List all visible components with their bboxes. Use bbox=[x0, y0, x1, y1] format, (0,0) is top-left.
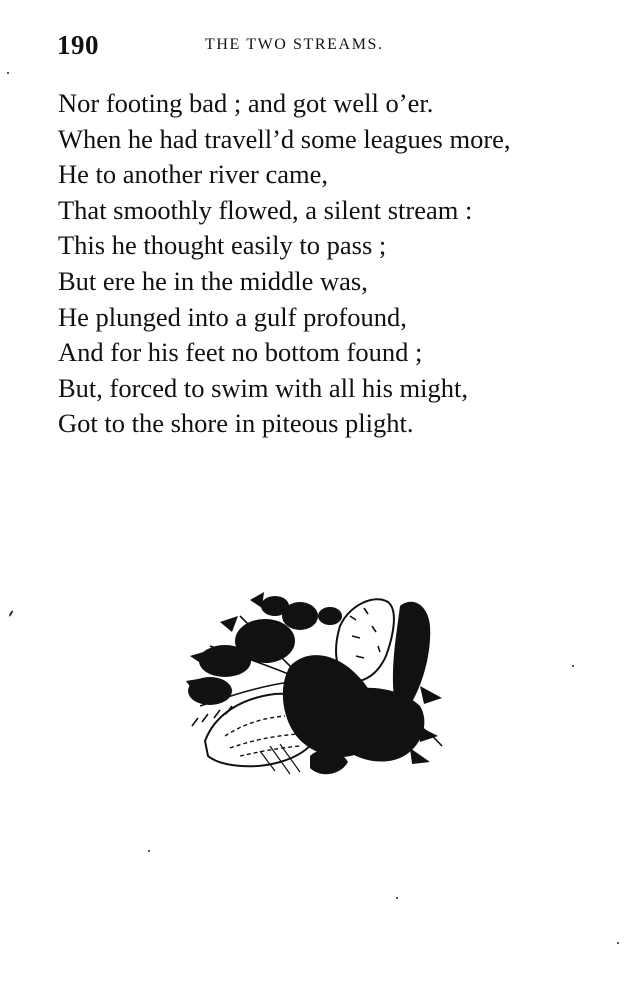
poem-line: But, forced to swim with all his might, bbox=[58, 372, 468, 403]
poem-line: He to another river came, bbox=[58, 159, 329, 190]
poem-line: And for his feet no bottom found ; bbox=[58, 337, 423, 368]
page-number: 190 bbox=[57, 30, 99, 60]
ink-speck bbox=[617, 942, 619, 944]
poem-line: That smoothly flowed, a silent stream : bbox=[58, 194, 473, 225]
poem-line: Nor footing bad ; and got well o’er. bbox=[58, 88, 434, 118]
ink-speck bbox=[148, 850, 150, 852]
poem-line: When he had travell’d some leagues more, bbox=[58, 123, 511, 154]
ink-speck bbox=[396, 897, 398, 899]
ink-speck bbox=[572, 665, 574, 667]
poem-line: But ere he in the middle was, bbox=[58, 265, 368, 296]
foliage-vignette-illustration bbox=[180, 586, 450, 786]
poem-line: Got to the shore in piteous plight. bbox=[58, 408, 414, 439]
poem-line: This he thought easily to pass ; bbox=[58, 230, 387, 261]
ink-speck bbox=[8, 610, 13, 617]
poem-line: He plunged into a gulf profound, bbox=[58, 301, 407, 332]
ink-speck bbox=[7, 72, 9, 74]
poem-stanza bbox=[58, 86, 618, 442]
running-title: THE TWO STREAMS. bbox=[205, 36, 384, 53]
